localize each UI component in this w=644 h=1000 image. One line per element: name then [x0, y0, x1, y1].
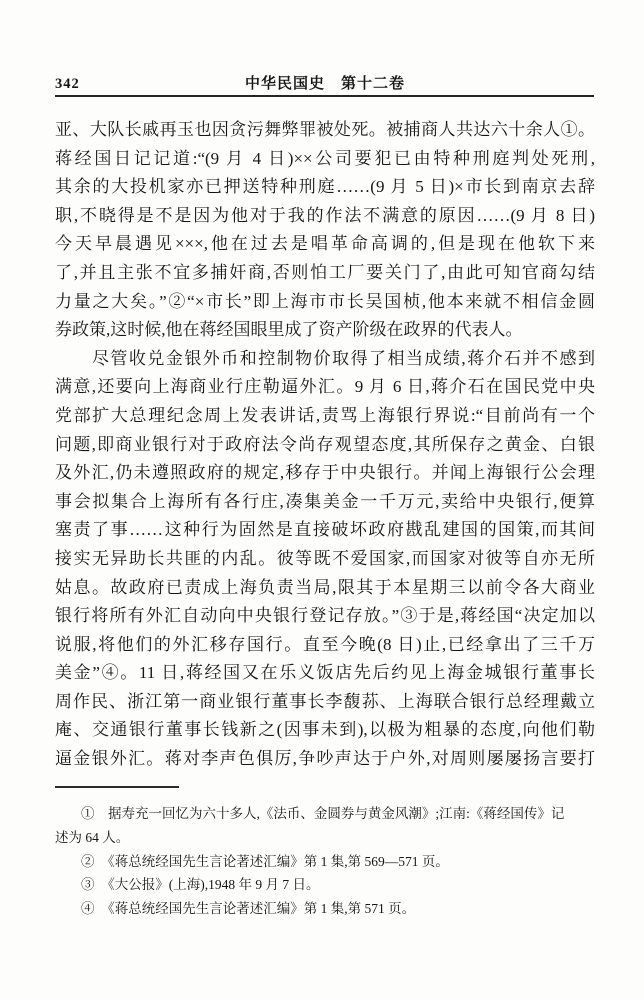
footnote-line: ② 《蒋总统经国先生言论著述汇编》第 1 集,第 569—571 页。: [81, 853, 449, 869]
text-line: 事会拟集合上海所有各行庄,凑集美金一千万元,卖给中央银行,便算: [55, 491, 595, 511]
text-line: 今天早晨遇见×××,他在过去是唱革命高调的,但是现在他软下来: [55, 234, 595, 254]
header-rule: [55, 95, 594, 97]
text-line: 美金”④。11 日,蒋经国又在乐义饭店先后约见上海金城银行董事长: [55, 663, 595, 683]
text-line: 庵、交通银行董事长钱新之(因事未到),以极为粗暴的态度,向他们勒: [55, 720, 595, 740]
footnote-line: 述为 64 人。: [55, 829, 130, 845]
text-line: 其余的大投机家亦已押送特种刑庭……(9 月 5 日)×市长到南京去辞: [55, 177, 595, 197]
text-line: 周作民、浙江第一商业银行董事长李馥荪、上海联合银行总经理戴立: [55, 691, 595, 711]
text-line: 力量之大矣。”②“×市长”即上海市市长吴国桢,他本来就不相信金圆: [55, 291, 595, 311]
text-line: 银行将所有外汇自动向中央银行登记存放。”③于是,蒋经国“决定加以: [55, 606, 595, 626]
footnote-line: ④ 《蒋总统经国先生言论著述汇编》第 1 集,第 571 页。: [81, 901, 416, 917]
footnote-line: ① 据寿充一回忆为六十多人,《法币、金圆券与黄金风潮》;江南:《蒋经国传》记: [81, 806, 565, 821]
text-line: 问题,即商业银行对于政府法令尚存观望态度,其所保存之黄金、白银: [55, 434, 595, 454]
footnotes: [55, 802, 595, 921]
text-line: 亚、大队长戚再玉也因贪污舞弊罪被处死。被捕商人共达六十余人①。: [55, 120, 595, 139]
page-header: [55, 72, 595, 93]
footnote-line: ③ 《大公报》(上海),1948 年 9 月 7 日。: [81, 877, 320, 893]
text-line: 及外汇,仍未遵照政府的规定,移存于中央银行。并闻上海银行公会理: [55, 463, 595, 483]
page-body: [55, 116, 595, 774]
text-line: 尽管收兑金银外币和控制物价取得了相当成绩,蒋介石并不感到: [55, 348, 595, 368]
text-line: 说服,将他们的外汇移存国行。直至今晚(8 日)止,已经拿出了三千万: [55, 634, 595, 654]
footnote-separator: [55, 786, 179, 788]
paragraph-continuation: [55, 116, 595, 345]
text-line: 逼金银外汇。蒋对李声色俱厉,争吵声达于户外,对周则屡屡扬言要打: [55, 749, 595, 769]
running-title: 中华民国史 第十二卷: [244, 76, 405, 92]
text-line: 党部扩大总理纪念周上发表讲话,责骂上海银行界说:“目前尚有一个: [55, 405, 595, 425]
text-line: 满意,还要向上海商业行庄勒逼外汇。9 月 6 日,蒋介石在国民党中央: [55, 377, 595, 397]
paragraph: [55, 345, 595, 774]
text-line: 姑息。故政府已责成上海负责当局,限其于本星期三以前令各大商业: [55, 577, 595, 597]
page-number: 342: [55, 76, 80, 92]
text-line: 职,不晓得是不是因为他对于我的作法不满意的原因……(9 月 8 日): [55, 205, 595, 225]
text-line: 接实无异助长共匪的内乱。彼等既不爱国家,而国家对彼等自亦无所: [55, 548, 595, 568]
text-line: 塞责了事……这种行为固然是直接破坏政府戡乱建国的国策,而其间: [55, 520, 595, 540]
text-line: 蒋经国日记记道:“(9 月 4 日)××公司要犯已由特种刑庭判处死刑,: [55, 148, 595, 168]
text-line: 了,并且主张不宜多捕奸商,否则怕工厂要关门了,由此可知官商勾结: [55, 262, 595, 282]
text-line: 券政策,这时候,他在蒋经国眼里成了资产阶级在政界的代表人。: [55, 320, 523, 340]
